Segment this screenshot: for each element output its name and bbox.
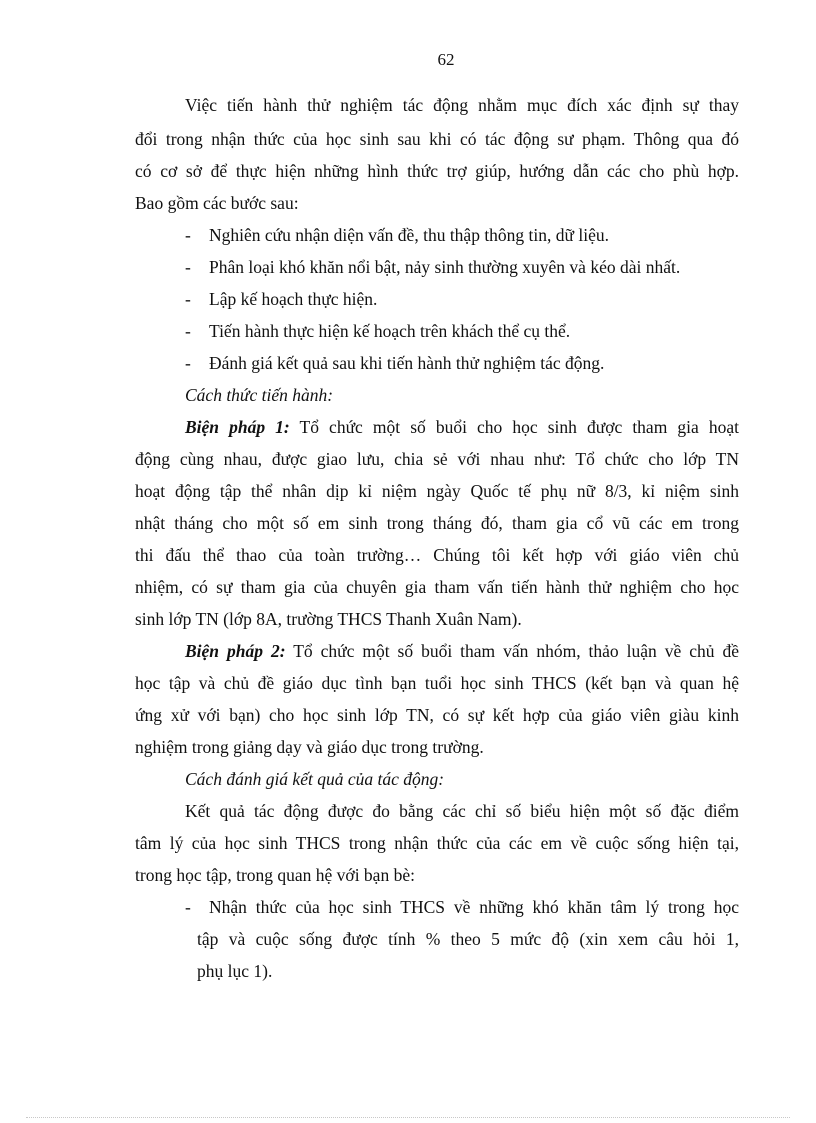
evaluation-heading: Cách đánh giá kết quả của tác động: [185,769,445,789]
bullet-dash: - [185,257,191,277]
list-item [135,319,739,343]
evaluation-line: trong học tập, trong quan hệ với bạn bè: [135,865,415,885]
list-item-text: Đánh giá kết quả sau khi tiến hành thử nghiệm tác động. [209,353,605,373]
measure-2-label: Biện pháp 2: [185,641,286,661]
measure-1-line: nhật tháng cho một số em sinh trong tháng đó, tham gia cổ vũ các em trong [135,513,739,533]
measure-1-text: Tổ chức một số buổi cho học sinh được tham gia hoạt [289,417,739,437]
footer-divider [26,1117,790,1118]
measure-2-line: học tập và chủ đề giáo dục tình bạn tuổi học sinh THCS (kết bạn và quan hệ [135,673,739,693]
evaluation-line: tâm lý của học sinh THCS trong nhận thức của các em về cuộc sống hiện tại, [135,833,739,853]
list-item-continuation [135,959,739,983]
bullet-dash: - [185,897,191,917]
list-item-text: Nhận thức của học sinh THCS về những khó khăn tâm lý trong học [209,897,739,917]
intro-line: Việc tiến hành thử nghiệm tác động nhằm mục đích xác định sự thay [185,95,739,115]
list-item-continuation [135,927,739,951]
evaluation-line: Kết quả tác động được đo bằng các chỉ số biểu hiện một số đặc điểm [185,801,739,821]
list-item-text: Phân loại khó khăn nổi bật, nảy sinh thường xuyên và kéo dài nhất. [209,257,681,277]
bullet-dash: - [185,225,191,245]
list-item-text: phụ lục 1). [197,961,273,981]
measure-2-first-line [185,639,739,663]
measure-1-label: Biện pháp 1: [185,417,290,437]
intro-line: Bao gồm các bước sau: [135,193,299,213]
list-item [135,255,739,279]
list-item-text: Tiến hành thực hiện kế hoạch trên khách thể cụ thể. [209,321,571,341]
measure-1-first-line [185,415,739,439]
measure-1-line: thi đấu thể thao của toàn trường… Chúng tôi kết hợp với giáo viên chủ [135,545,739,565]
list-item-text: Lập kế hoạch thực hiện. [209,289,378,309]
bullet-dash: - [185,321,191,341]
list-item [135,895,739,919]
bullet-dash: - [185,353,191,373]
list-item [135,287,739,311]
measure-2-text: Tổ chức một số buổi tham vấn nhóm, thảo luận về chủ đề [285,641,739,661]
intro-line: có cơ sở để thực hiện những hình thức trợ giúp, hướng dẫn các cho phù hợp. [135,161,739,181]
measure-1-line: hoạt động tập thể nhân dịp kỉ niệm ngày Quốc tế phụ nữ 8/3, kỉ niệm sinh [135,481,739,501]
method-heading: Cách thức tiến hành: [185,385,334,405]
page-number: 62 [437,50,455,69]
list-item-text: Nghiên cứu nhận diện vấn đề, thu thập thông tin, dữ liệu. [209,225,610,245]
measure-2-line: ứng xử với bạn) cho học sinh lớp TN, có sự kết hợp của giáo viên giàu kinh [135,705,739,725]
intro-line: đổi trong nhận thức của học sinh sau khi có tác động sư phạm. Thông qua đó [135,129,739,149]
measure-1-line: động cùng nhau, được giao lưu, chia sẻ với nhau như: Tổ chức cho lớp TN [135,449,739,469]
measure-1-line: sinh lớp TN (lớp 8A, trường THCS Thanh Xuân Nam). [135,609,522,629]
measure-1-line: nhiệm, có sự tham gia của chuyên gia tham vấn tiến hành thử nghiệm cho học [135,577,739,597]
list-item [135,223,739,247]
measure-2-line: nghiệm trong giảng dạy và giáo dục trong trường. [135,737,484,757]
list-item-text: tập và cuộc sống được tính % theo 5 mức độ (xin xem câu hỏi 1, [197,929,739,949]
list-item [135,351,739,375]
bullet-dash: - [185,289,191,309]
